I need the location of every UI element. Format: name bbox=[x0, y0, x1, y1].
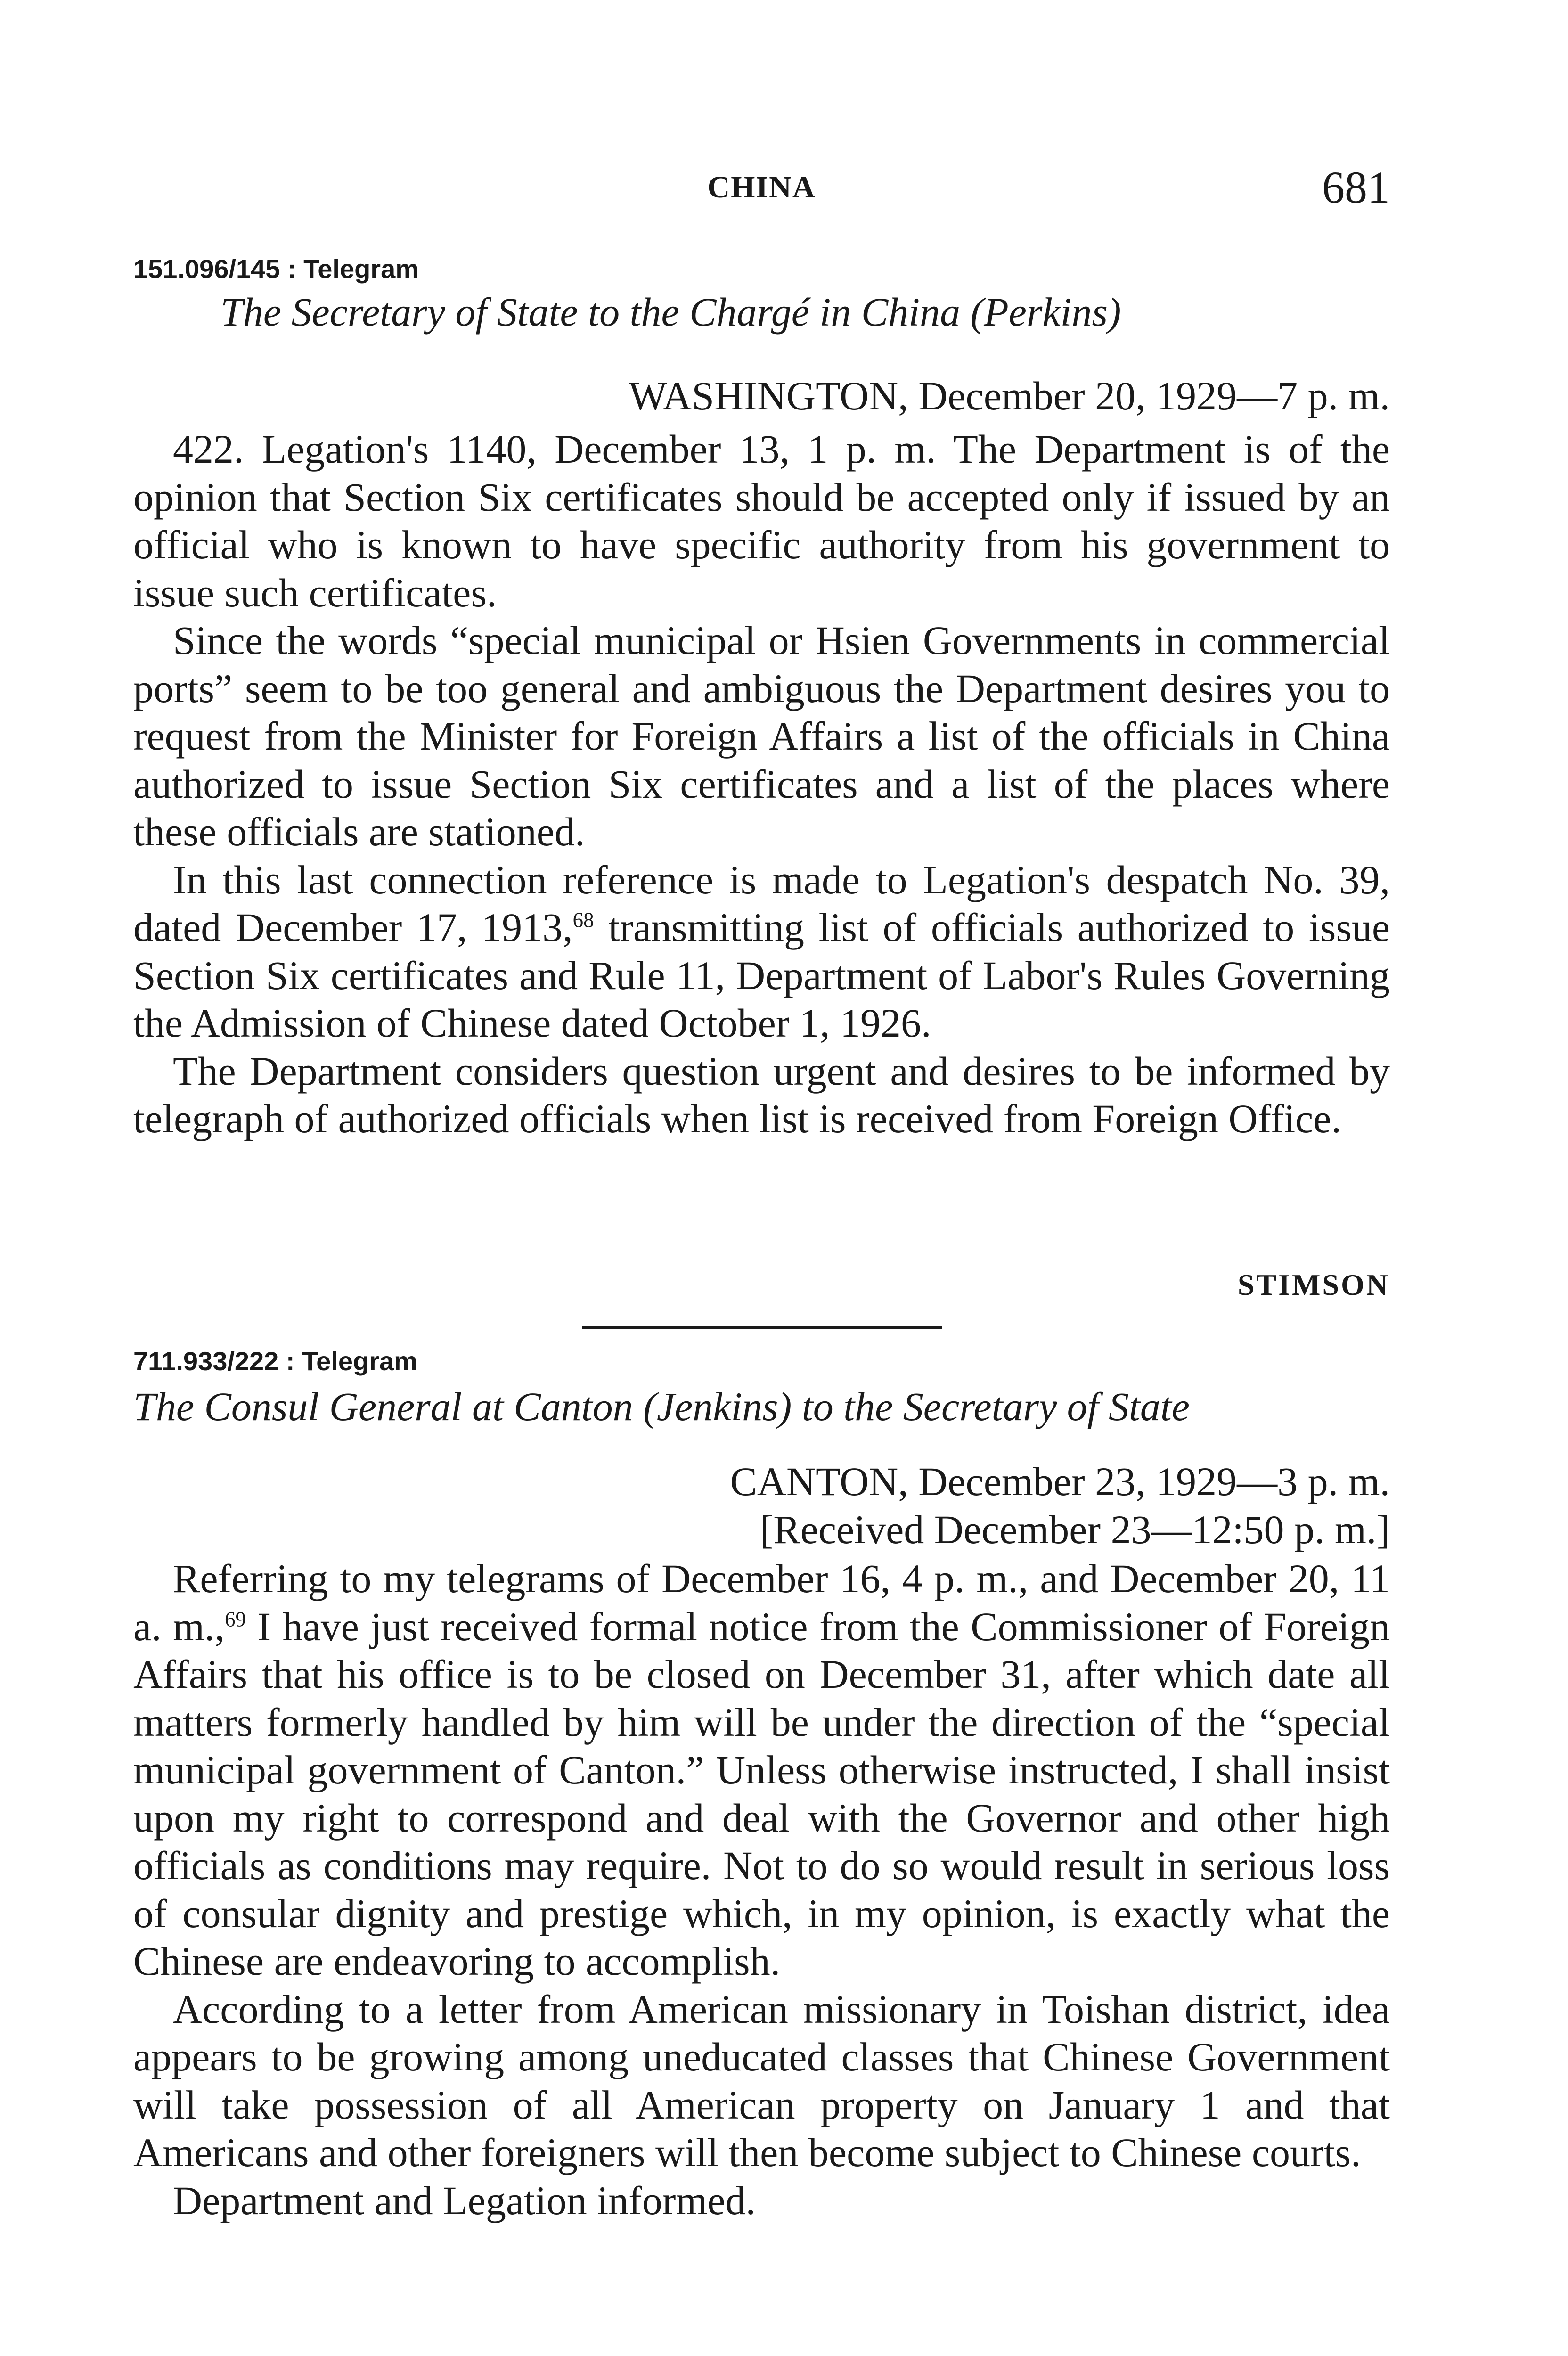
doc1-paragraph-text: In this last connection reference is made to Legation's despatch No. 39, dated December 17, 1913, bbox=[133, 857, 1390, 950]
footnote-ref: 69 bbox=[225, 1607, 246, 1631]
doc1-paragraph bbox=[133, 856, 1390, 1047]
section-divider bbox=[582, 1326, 942, 1329]
footnote-ref: 68 bbox=[572, 908, 594, 932]
doc1-body bbox=[133, 425, 1390, 1143]
doc2-received-line: [Received December 23—12:50 p. m.] bbox=[760, 1507, 1390, 1552]
doc1-paragraph: The Department considers question urgent and desires to be informed by telegraph of authorized officials when list is received from Foreign Office. bbox=[133, 1048, 1390, 1141]
doc2-file-number: 711.933/222 : Telegram bbox=[133, 1346, 417, 1376]
doc1-dateline: WASHINGTON, December 20, 1929—7 p. m. bbox=[629, 373, 1390, 418]
doc2-paragraph bbox=[133, 1555, 1390, 1986]
page-number: 681 bbox=[1322, 162, 1390, 213]
doc2-paragraph-text: Referring to my telegrams of December 16, 4 p. m., and December 20, 11 a. m., bbox=[133, 1556, 1390, 1649]
doc1-paragraph: 422. Legation's 1140, December 13, 1 p. m. The Department is of the opinion that Section Six certificates should be accepted only if issued by an official who is known to have specific authority from his government to issue such certificates. bbox=[133, 426, 1390, 615]
doc2-paragraph: According to a letter from American missionary in Toishan district, idea appears to be growing among uneducated classes that Chinese Government will take possession of all American property on January 1 and that Americans and other foreigners will then become subject to Chinese courts. bbox=[133, 1986, 1390, 2175]
doc2-body bbox=[133, 1555, 1390, 2225]
doc2-paragraph-text: I have just received formal notice from the Commissioner of Foreign Affairs that his office is to be closed on December 31, after which date all matters formerly handled by him will be under the direction of the “special municipal government of Canton.” Unless otherwise instructed, I shall insist upon my right to correspond and deal with the Governor and other high officials as conditions may require. Not to do so would result in serious loss of consular dignity and prestige which, in my opinion, is exactly what the Chinese are endeavoring to accomplish. bbox=[133, 1603, 1390, 1984]
doc2-paragraph: Department and Legation informed. bbox=[173, 2177, 756, 2223]
running-head-title: CHINA bbox=[707, 170, 816, 205]
doc1-paragraph-text: transmitting list of officials authorized to issue Section Six certificates and Rule 11, Department of Labor's Rules Governing the Admission of Chinese dated October 1, 1926. bbox=[133, 905, 1390, 1046]
doc1-signature: STIMSON bbox=[1237, 1268, 1390, 1301]
doc2-dateline: CANTON, December 23, 1929—3 p. m. bbox=[730, 1459, 1390, 1504]
doc1-file-number: 151.096/145 : Telegram bbox=[133, 254, 419, 284]
document-page bbox=[133, 0, 1390, 2356]
doc2-title: The Consul General at Canton (Jenkins) to the Secretary of State bbox=[133, 1384, 1190, 1429]
doc1-paragraph: Since the words “special municipal or Hsien Governments in commercial ports” seem to be too general and ambiguous the Department desires you to request from the Minister for Foreign Affairs a list of the officials in China authorized to issue Section Six certificates and a list of the places where these officials are stationed. bbox=[133, 618, 1390, 854]
running-head bbox=[133, 161, 1390, 218]
doc1-title: The Secretary of State to the Chargé in China (Perkins) bbox=[220, 289, 1121, 335]
